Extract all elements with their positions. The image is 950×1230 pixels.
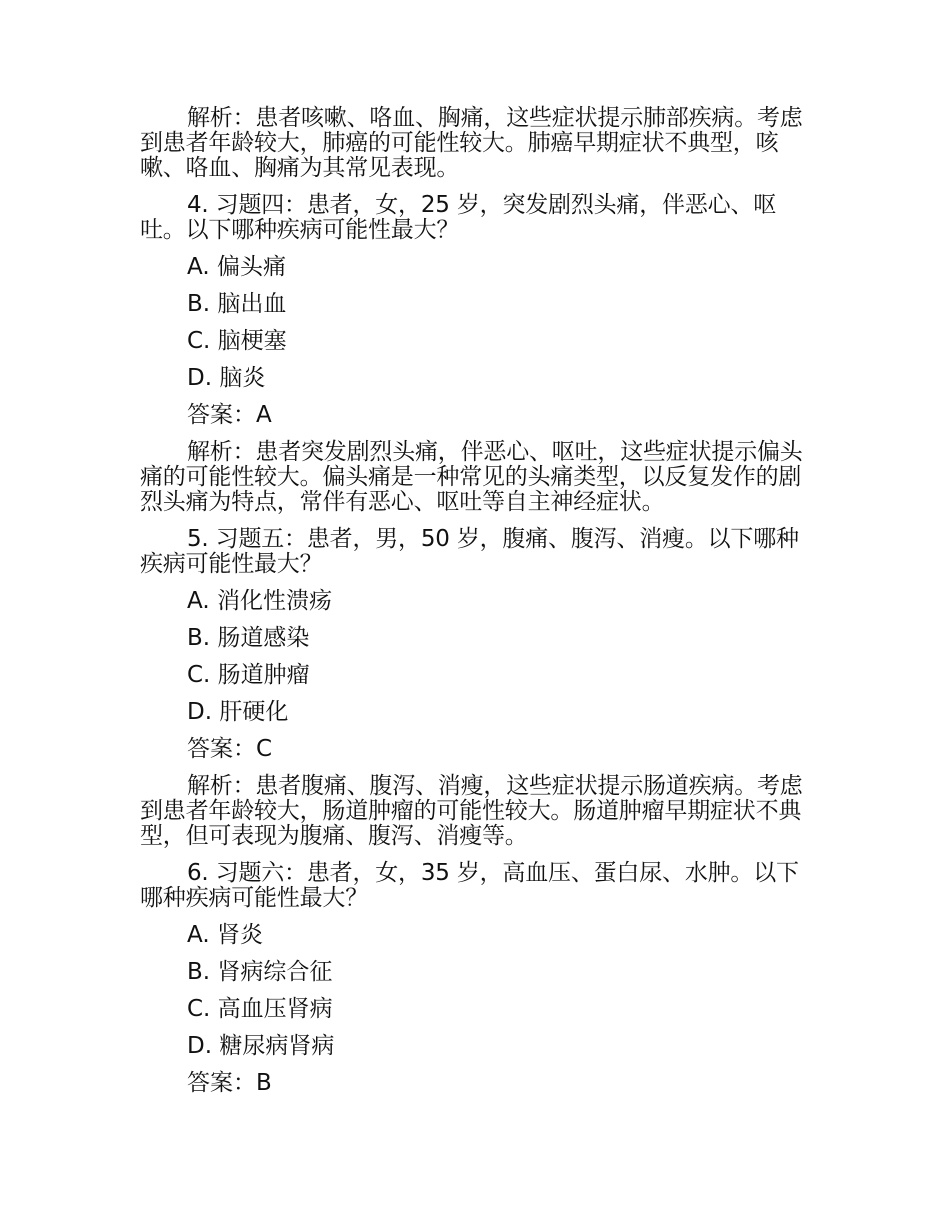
q6-option-b: B. 肾病综合征 [187, 959, 333, 985]
analysis-paragraph-q4: 解析：患者突发剧烈头痛，伴恶心、呕吐，这些症状提示偏头痛的可能性较大。偏头痛是一种常见的头痛类型，以反复发作的剧烈头痛为特点，常伴有恶心、呕吐等自主神经症状。 [140, 439, 803, 515]
question-4: 4. 习题四：患者，女，25 岁，突发剧烈头痛，伴恶心、呕吐。以下哪种疾病可能性最大？ [140, 192, 777, 243]
q4-answer: 答案：A [187, 402, 272, 428]
q6-option-c: C. 高血压肾病 [187, 996, 333, 1022]
q5-option-b: B. 肠道感染 [187, 625, 310, 651]
q5-option-d: D. 肝硬化 [187, 699, 289, 725]
q4-option-a: A. 偏头痛 [187, 254, 286, 280]
analysis-paragraph-q3: 解析：患者咳嗽、咯血、胸痛，这些症状提示肺部疾病。考虑到患者年龄较大，肺癌的可能性较大。肺癌早期症状不典型，咳嗽、咯血、胸痛为其常见表现。 [140, 105, 803, 181]
q5-option-a: A. 消化性溃疡 [187, 588, 332, 614]
q6-option-a: A. 肾炎 [187, 922, 263, 948]
q4-option-b: B. 脑出血 [187, 291, 287, 317]
q5-answer: 答案：C [187, 736, 273, 762]
q6-answer: 答案：B [187, 1070, 272, 1096]
q4-option-d: D. 脑炎 [187, 365, 266, 391]
q5-option-c: C. 肠道肿瘤 [187, 662, 310, 688]
question-6: 6. 习题六：患者，女，35 岁，高血压、蛋白尿、水肿。以下哪种疾病可能性最大？ [140, 860, 799, 911]
q6-option-d: D. 糖尿病肾病 [187, 1033, 335, 1059]
q4-option-c: C. 脑梗塞 [187, 328, 287, 354]
document-body [140, 106, 812, 1108]
question-5: 5. 习题五：患者，男，50 岁，腹痛、腹泻、消瘦。以下哪种疾病可能性最大？ [140, 526, 799, 577]
analysis-paragraph-q5: 解析：患者腹痛、腹泻、消瘦，这些症状提示肠道疾病。考虑到患者年龄较大，肠道肿瘤的可能性较大。肠道肿瘤早期症状不典型，但可表现为腹痛、腹泻、消瘦等。 [140, 773, 803, 849]
